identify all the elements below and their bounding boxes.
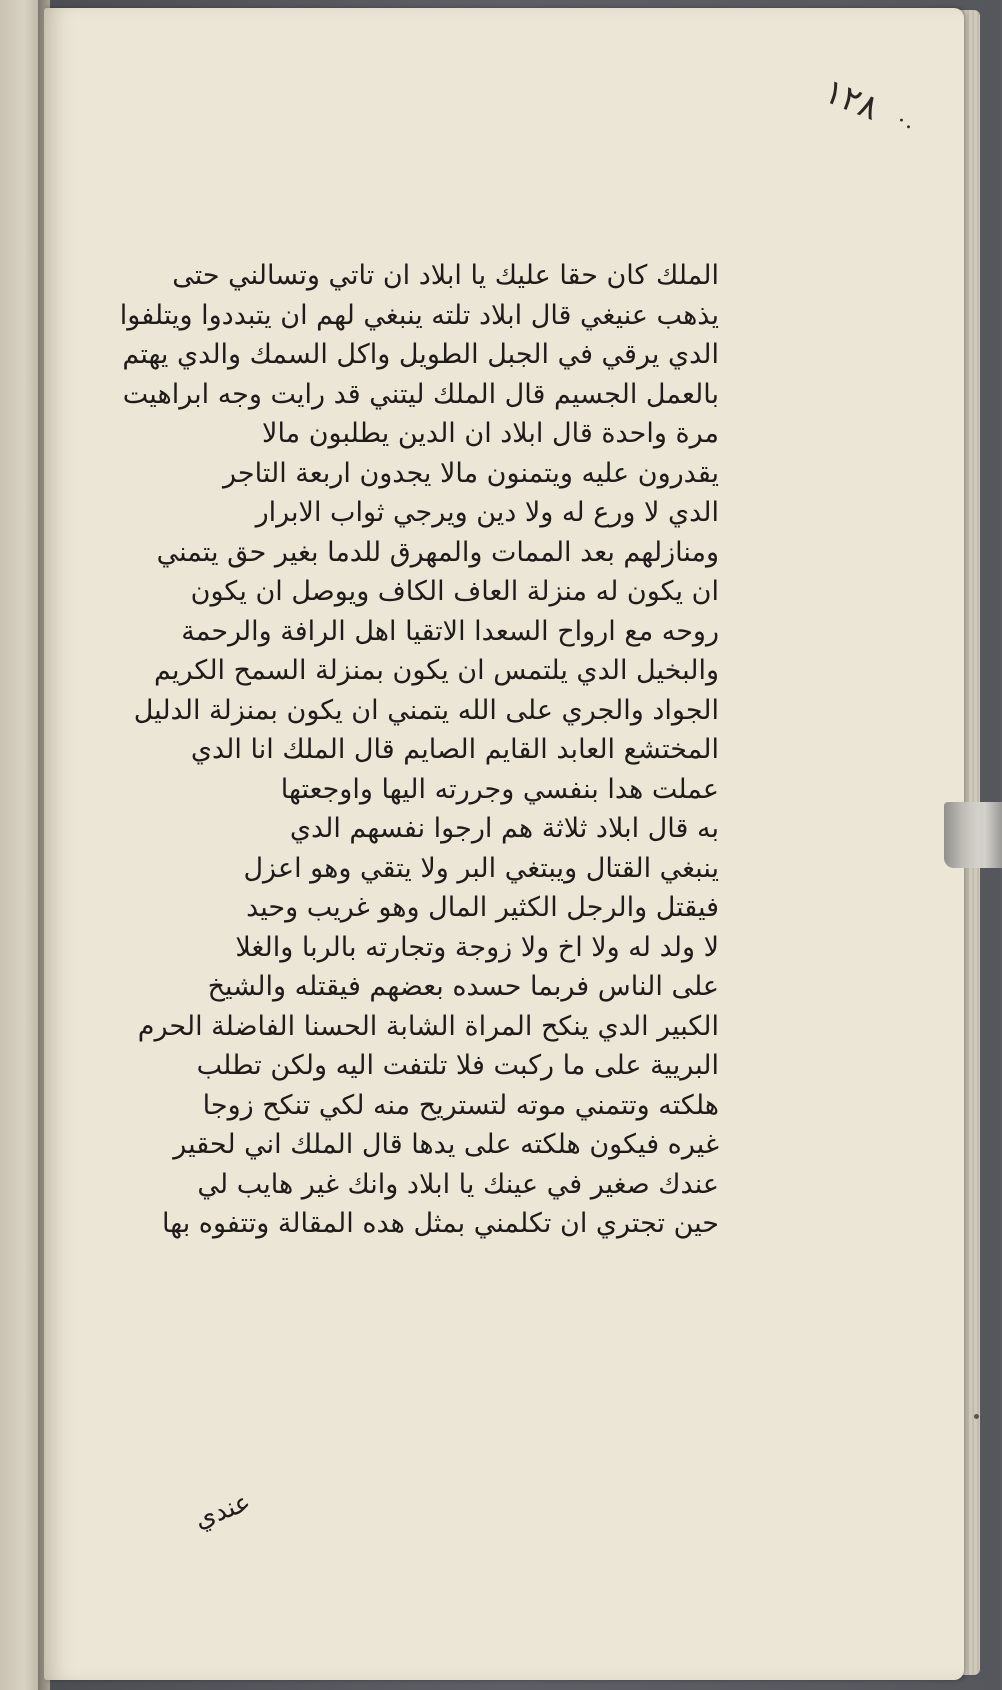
text-line: يقدرون عليه ويتمنون مالا يجدون اربعة التاجر (223, 457, 719, 489)
text-line: مرة واحدة قال ابلاد ان الدين يطلبون مالا (262, 418, 719, 449)
text-line: لا ولد له ولا اخ ولا زوجة وتجارته بالربا والغلا (235, 931, 719, 963)
text-line: فيقتل والرجل الكثير المال وهو غريب وحيد (246, 892, 719, 923)
text-line: روحه مع ارواح السعدا الاتقيا اهل الرافة والرحمة (181, 615, 719, 647)
text-line: عندك صغير في عينك يا ابلاد وانك غير هايب لي (197, 1168, 719, 1200)
text-line: يذهب عنيغي قال ابلاد تلته ينبغي لهم ان يتبددوا ويتلفوا (119, 299, 719, 331)
text-line: بالعمل الجسيم قال الملك ليتني قد رايت وجه ابراهيت (122, 378, 719, 410)
text-line: البريية على ما ركبت فلا تلتفت اليه ولكن تطلب (196, 1050, 719, 1081)
text-line: الجواد والجري على الله يتمني ان يكون بمنزلة الدليل (133, 694, 719, 726)
text-line: ومنازلهم بعد الممات والمهرق للدما بغير حق يتمني (156, 536, 719, 568)
text-line: به قال ابلاد ثلاثة هم ارجوا نفسهم الدي (289, 813, 719, 844)
text-line: الدي لا ورع له ولا دين ويرجي ثواب الابرار (255, 497, 719, 528)
text-line: الدي يرقي في الجبل الطويل واكل السمك والدي يهتم (122, 339, 719, 370)
text-line: هلكته وتتمني موته لتستريح منه لكي تنكح زوجا (202, 1089, 719, 1121)
text-line: على الناس فربما حسده بعضهم فيقتله والشيخ (207, 971, 719, 1002)
text-line: الكبير الدي ينكح المراة الشابة الحسنا الفاضلة الحرم (137, 1010, 719, 1042)
text-line: والبخيل الدي يلتمس ان يكون بمنزلة السمح الكريم (154, 655, 719, 686)
paper-speck (974, 1414, 979, 1419)
text-line: غيره فيكون هلكته على يدها قال الملك اني لحقير (173, 1129, 719, 1160)
catchword: عندي (190, 1487, 255, 1535)
manuscript-page (44, 8, 964, 1680)
text-block (119, 256, 719, 1416)
text-line: المختشع العابد القايم الصايم قال الملك انا الدي (190, 734, 719, 765)
text-line: حين تجتري ان تكلمني بمثل هده المقالة وتتفوه بها (162, 1208, 719, 1239)
text-line: الملك كان حقا عليك يا ابلاد ان تاتي وتسالني حتى (172, 260, 719, 291)
text-line: عملت هدا بنفسي وجررته اليها واوجعتها (280, 773, 719, 805)
text-line: ان يكون له منزلة العاف الكاف ويوصل ان يكون (190, 576, 719, 607)
bookmark-tab (944, 802, 1002, 868)
text-line: ينبغي القتال ويبتغي البر ولا يتقي وهو اعزل (243, 852, 719, 884)
corner-marks: ·. (898, 109, 912, 134)
folio-number: ١٢٨ (818, 71, 885, 129)
